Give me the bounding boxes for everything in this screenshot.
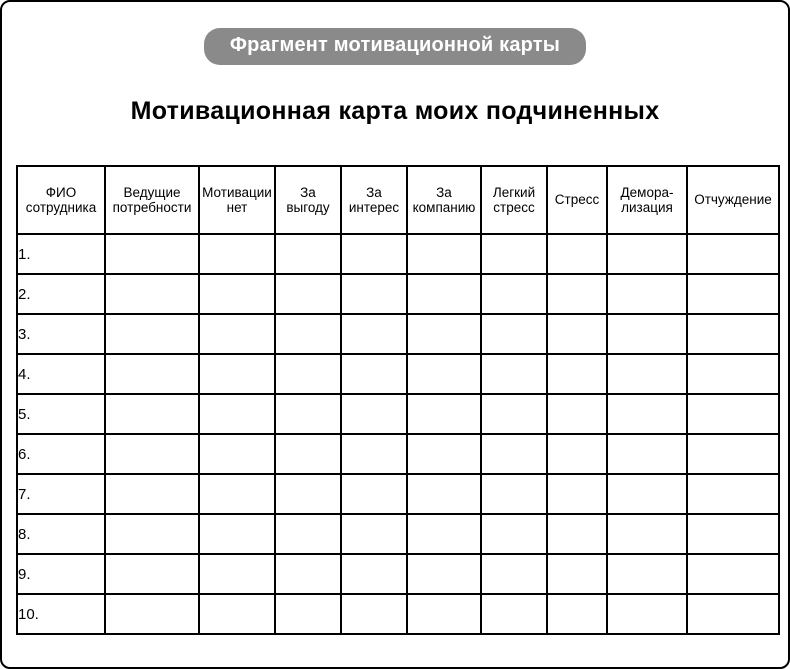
- cell-for-benefit[interactable]: [275, 514, 341, 554]
- table-body: [17, 234, 779, 634]
- header-line: За: [366, 184, 382, 200]
- cell-for-interest[interactable]: [341, 554, 407, 594]
- section-banner: Фрагмент мотивационной карты: [204, 28, 586, 65]
- cell-for-company[interactable]: [407, 274, 481, 314]
- cell-light-stress[interactable]: [481, 394, 547, 434]
- table-row: [17, 354, 779, 394]
- cell-no-motivation[interactable]: [199, 554, 275, 594]
- cell-alienation[interactable]: [687, 314, 779, 354]
- cell-stress[interactable]: [547, 474, 607, 514]
- cell-stress[interactable]: [547, 594, 607, 634]
- cell-stress[interactable]: [547, 354, 607, 394]
- cell-no-motivation[interactable]: [199, 394, 275, 434]
- table-row: [17, 274, 779, 314]
- cell-alienation[interactable]: [687, 474, 779, 514]
- cell-demoralization[interactable]: [607, 354, 687, 394]
- header-line: Легкий: [492, 184, 536, 200]
- cell-light-stress[interactable]: [481, 314, 547, 354]
- table-header-row: [17, 166, 779, 234]
- header-line: интерес: [348, 200, 400, 215]
- motivation-table: [16, 165, 780, 635]
- cell-needs[interactable]: [105, 554, 199, 594]
- header-line: компанию: [412, 200, 476, 215]
- table-row: [17, 554, 779, 594]
- cell-alienation[interactable]: [687, 594, 779, 634]
- header-line: ФИО: [45, 184, 77, 200]
- cell-no-motivation[interactable]: [199, 354, 275, 394]
- table-row: [17, 434, 779, 474]
- cell-for-benefit[interactable]: [275, 434, 341, 474]
- cell-demoralization[interactable]: [607, 394, 687, 434]
- column-header-no-motivation: [199, 166, 275, 234]
- cell-demoralization[interactable]: [607, 554, 687, 594]
- cell-stress[interactable]: [547, 314, 607, 354]
- cell-for-company[interactable]: [407, 434, 481, 474]
- cell-for-company[interactable]: [407, 314, 481, 354]
- header-line: нет: [226, 200, 248, 215]
- cell-no-motivation[interactable]: [199, 594, 275, 634]
- table-row: [17, 234, 779, 274]
- cell-for-interest[interactable]: [341, 434, 407, 474]
- header-line: Ведущие: [123, 184, 181, 200]
- cell-demoralization[interactable]: [607, 474, 687, 514]
- header-line: За: [300, 184, 316, 200]
- cell-for-benefit[interactable]: [275, 314, 341, 354]
- row-number[interactable]: 2.: [17, 274, 105, 314]
- column-header-demoralization: [607, 166, 687, 234]
- cell-light-stress[interactable]: [481, 514, 547, 554]
- cell-no-motivation[interactable]: [199, 234, 275, 274]
- cell-needs[interactable]: [105, 434, 199, 474]
- cell-alienation[interactable]: [687, 354, 779, 394]
- row-number[interactable]: 8.: [17, 514, 105, 554]
- table-row: [17, 514, 779, 554]
- cell-demoralization[interactable]: [607, 314, 687, 354]
- row-number[interactable]: 10.: [17, 594, 105, 634]
- cell-demoralization[interactable]: [607, 234, 687, 274]
- header-line: сотрудника: [25, 200, 97, 215]
- cell-demoralization[interactable]: [607, 274, 687, 314]
- cell-for-company[interactable]: [407, 394, 481, 434]
- cell-for-interest[interactable]: [341, 514, 407, 554]
- header-line: Стресс: [554, 192, 600, 208]
- cell-alienation[interactable]: [687, 514, 779, 554]
- cell-for-interest[interactable]: [341, 394, 407, 434]
- cell-demoralization[interactable]: [607, 434, 687, 474]
- column-header-for-benefit: [275, 166, 341, 234]
- cell-needs[interactable]: [105, 474, 199, 514]
- cell-needs[interactable]: [105, 234, 199, 274]
- cell-alienation[interactable]: [687, 434, 779, 474]
- cell-for-company[interactable]: [407, 354, 481, 394]
- cell-stress[interactable]: [547, 434, 607, 474]
- cell-stress[interactable]: [547, 234, 607, 274]
- cell-for-benefit[interactable]: [275, 394, 341, 434]
- cell-for-benefit[interactable]: [275, 474, 341, 514]
- cell-no-motivation[interactable]: [199, 314, 275, 354]
- table-row: [17, 314, 779, 354]
- cell-for-interest[interactable]: [341, 474, 407, 514]
- cell-for-company[interactable]: [407, 514, 481, 554]
- cell-for-interest[interactable]: [341, 354, 407, 394]
- cell-for-interest[interactable]: [341, 314, 407, 354]
- cell-needs[interactable]: [105, 594, 199, 634]
- header-line: лизация: [621, 200, 673, 215]
- cell-for-benefit[interactable]: [275, 354, 341, 394]
- banner-row: [2, 28, 788, 65]
- cell-needs[interactable]: [105, 354, 199, 394]
- row-number[interactable]: 3.: [17, 314, 105, 354]
- cell-no-motivation[interactable]: [199, 474, 275, 514]
- cell-light-stress[interactable]: [481, 234, 547, 274]
- header-line: Мотивации: [202, 184, 272, 200]
- header-line: выгоду: [286, 200, 330, 215]
- column-header-for-company: [407, 166, 481, 234]
- cell-for-interest[interactable]: [341, 594, 407, 634]
- table-row: [17, 474, 779, 514]
- row-number[interactable]: 6.: [17, 434, 105, 474]
- cell-for-benefit[interactable]: [275, 554, 341, 594]
- cell-for-benefit[interactable]: [275, 274, 341, 314]
- cell-for-company[interactable]: [407, 594, 481, 634]
- header-line: Отчуждение: [694, 192, 772, 208]
- cell-no-motivation[interactable]: [199, 274, 275, 314]
- cell-stress[interactable]: [547, 274, 607, 314]
- cell-for-interest[interactable]: [341, 234, 407, 274]
- header-line: За: [436, 184, 452, 200]
- cell-light-stress[interactable]: [481, 474, 547, 514]
- cell-needs[interactable]: [105, 274, 199, 314]
- row-number[interactable]: 1.: [17, 234, 105, 274]
- row-number[interactable]: 9.: [17, 554, 105, 594]
- cell-stress[interactable]: [547, 394, 607, 434]
- cell-stress[interactable]: [547, 514, 607, 554]
- cell-needs[interactable]: [105, 514, 199, 554]
- cell-light-stress[interactable]: [481, 594, 547, 634]
- cell-for-interest[interactable]: [341, 274, 407, 314]
- cell-needs[interactable]: [105, 314, 199, 354]
- motivation-table-wrapper: [16, 165, 774, 635]
- cell-no-motivation[interactable]: [199, 514, 275, 554]
- cell-for-benefit[interactable]: [275, 594, 341, 634]
- column-header-light-stress: [481, 166, 547, 234]
- cell-for-company[interactable]: [407, 234, 481, 274]
- row-number[interactable]: 5.: [17, 394, 105, 434]
- header-line: Демора-: [620, 184, 674, 200]
- cell-no-motivation[interactable]: [199, 434, 275, 474]
- table-row: [17, 394, 779, 434]
- cell-alienation[interactable]: [687, 274, 779, 314]
- cell-for-company[interactable]: [407, 474, 481, 514]
- cell-for-benefit[interactable]: [275, 234, 341, 274]
- cell-light-stress[interactable]: [481, 554, 547, 594]
- cell-stress[interactable]: [547, 554, 607, 594]
- header-line: стресс: [493, 200, 535, 215]
- cell-demoralization[interactable]: [607, 514, 687, 554]
- cell-light-stress[interactable]: [481, 434, 547, 474]
- column-header-fio: [17, 166, 105, 234]
- column-header-for-interest: [341, 166, 407, 234]
- cell-light-stress[interactable]: [481, 274, 547, 314]
- column-header-stress: [547, 166, 607, 234]
- row-number[interactable]: 7.: [17, 474, 105, 514]
- row-number[interactable]: 4.: [17, 354, 105, 394]
- page-title: Мотивационная карта моих подчиненных: [130, 97, 660, 125]
- column-header-needs: [105, 166, 199, 234]
- cell-for-company[interactable]: [407, 554, 481, 594]
- cell-light-stress[interactable]: [481, 354, 547, 394]
- table-row: [17, 594, 779, 634]
- column-header-alienation: [687, 166, 779, 234]
- cell-needs[interactable]: [105, 394, 199, 434]
- cell-demoralization[interactable]: [607, 594, 687, 634]
- cell-alienation[interactable]: [687, 234, 779, 274]
- header-line: потребности: [112, 200, 192, 215]
- cell-alienation[interactable]: [687, 554, 779, 594]
- cell-alienation[interactable]: [687, 394, 779, 434]
